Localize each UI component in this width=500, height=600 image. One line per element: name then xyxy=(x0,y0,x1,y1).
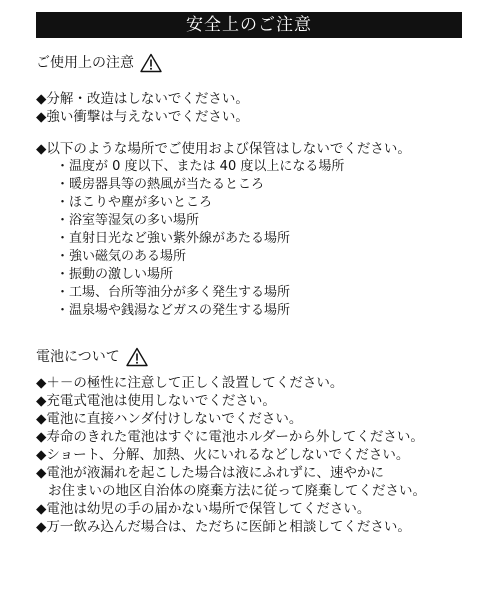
place-item: ・温泉場や銭湯などガスの発生する場所 xyxy=(56,303,291,318)
battery-item-continued: お住まいの地区自治体の廃棄方法に従って廃棄してください。 xyxy=(48,483,426,499)
place-item: ・温度が 0 度以下、または 40 度以上になる場所 xyxy=(56,159,345,174)
battery-heading: 電池について xyxy=(36,349,120,365)
battery-item: ◆充電式電池は使用しないでください。 xyxy=(36,393,276,409)
battery-item: ◆電池が液漏れを起こした場合は液にふれずに、速やかに xyxy=(36,465,384,481)
usage-heading-row xyxy=(36,52,476,74)
battery-item: ◆寿命のきれた電池はすぐに電池ホルダーから外してください。 xyxy=(36,429,424,445)
storage-block xyxy=(36,140,476,320)
page-title: 安全上のご注意 xyxy=(36,12,462,38)
battery-item: ◆電池は幼児の手の届かない場所で保管してください。 xyxy=(36,501,371,517)
usage-item: ◆分解・改造はしないでください。 xyxy=(36,91,249,107)
place-item: ・暖房器具等の熱風が当たるところ xyxy=(56,177,265,192)
place-item: ・強い磁気のある場所 xyxy=(56,249,187,264)
place-item: ・浴室等湿気の多い場所 xyxy=(56,213,200,228)
battery-item: ◆＋－の極性に注意して正しく設置してください。 xyxy=(36,375,344,391)
storage-item: ◆以下のような場所でご使用および保管はしないでください。 xyxy=(36,141,411,157)
usage-item: ◆強い衝撃は与えないでください。 xyxy=(36,109,249,125)
battery-heading-row xyxy=(36,346,476,368)
battery-item: ◆万一飲み込んだ場合は、ただちに医師と相談してください。 xyxy=(36,519,411,535)
place-item: ・ほこりや塵が多いところ xyxy=(56,195,213,210)
battery-section xyxy=(36,346,476,368)
warning-triangle-icon xyxy=(140,53,162,73)
place-item: ・振動の激しい場所 xyxy=(56,267,174,282)
place-item: ・直射日光など強い紫外線があたる場所 xyxy=(56,231,291,246)
battery-item: ◆電池に直接ハンダ付けしないでください。 xyxy=(36,411,303,427)
battery-item: ◆ショート、分解、加熱、火にいれるなどしないでください。 xyxy=(36,447,410,463)
warning-triangle-icon xyxy=(126,347,148,367)
usage-items xyxy=(36,90,476,126)
usage-heading: ご使用上の注意 xyxy=(36,55,134,71)
usage-section xyxy=(36,52,476,74)
battery-items xyxy=(36,374,476,536)
place-item: ・工場、台所等油分が多く発生する場所 xyxy=(56,285,291,300)
